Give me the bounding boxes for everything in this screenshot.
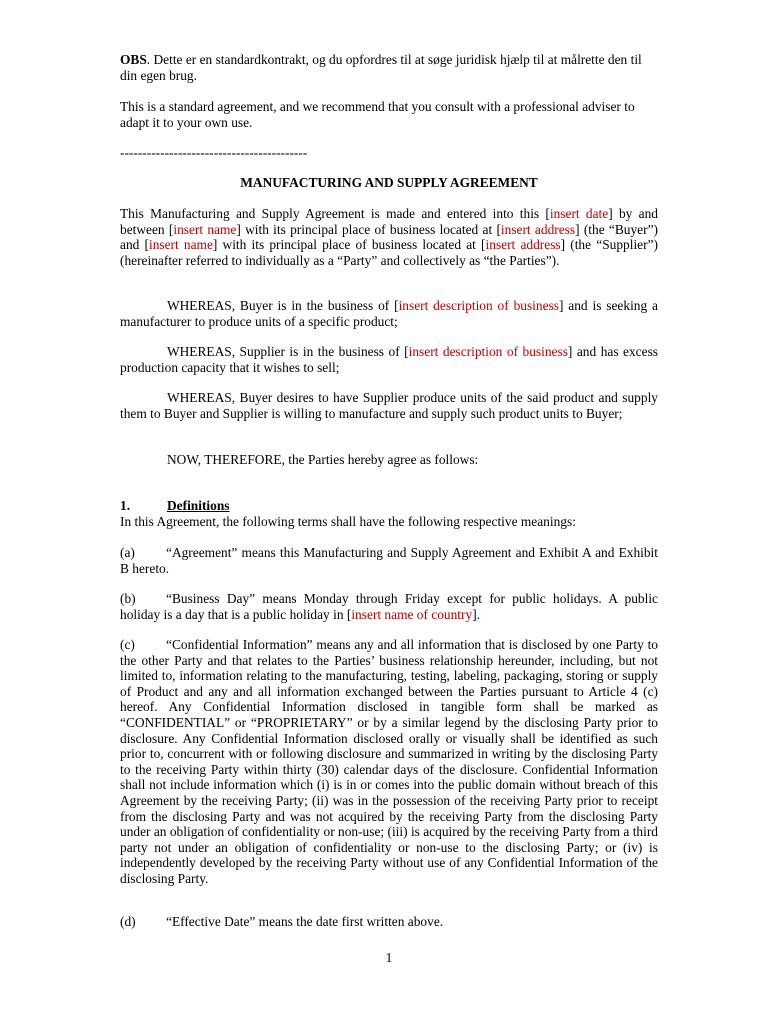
section-1-lead: In this Agreement, the following terms shall have the following respective meanings: bbox=[120, 514, 576, 529]
placeholder-supplier-name: insert name bbox=[148, 237, 213, 253]
obs-text: . Dette er en standardkontrakt, og du opfordres til at søge juridisk hjælp til at målrette den til din egen brug. bbox=[120, 52, 642, 83]
page-number: 1 bbox=[385, 950, 393, 965]
definition-c: (c) “Confidential Information” means any and all information that is disclosed by one Party to the other Party and that relates to the Parties’ business relationship hereunder, including, but not limited to, information relating to the manufacturing, testing, labeling, packaging, storing or supply of Product and any and all information exchanged between the Parties pursuant to Article 4 (c) hereof. Any Confidential Information disclosed in tangible form shall be marked as “CONFIDENTIAL” or “PROPRIETARY” or by a similar legend by the disclosing Party prior to disclosure. Any Confidential Information disclosed orally or visually shall be identified as such prior to, concurrent with or following disclosure and summarized in writing by the disclosing Party to the receiving Party within thirty (30) calendar days of the disclosure. Confidential Information shall not include information which (i) is in or comes into the public domain without breach of this Agreement by the receiving Party; (ii) was in the possession of the receiving Party prior to receipt from the disclosing Party and was not acquired by the receiving Party from the disclosing Party under an obligation of confidentiality or non-use; (iii) is acquired by the receiving Party from a third party not under an obligation of confidentiality or non-use to the disclosing Party; or (iv) is independently developed by the receiving Party without use of any Confidential Information of the disclosing Party. bbox=[120, 637, 658, 886]
whereas-supplier: WHEREAS, Supplier is in the business of [insert description of business] and has excess production capacity that it wishes to sell; bbox=[120, 344, 658, 375]
divider-line: ------------------------------------------ bbox=[120, 145, 308, 160]
obs-notice-danish bbox=[120, 52, 658, 83]
definition-d: (d) “Effective Date” means the date first written above. bbox=[120, 914, 444, 929]
agreement-title: MANUFACTURING AND SUPPLY AGREEMENT bbox=[240, 175, 538, 190]
placeholder-supplier-address: insert address bbox=[485, 237, 561, 253]
now-therefore: NOW, THEREFORE, the Parties hereby agree as follows: bbox=[167, 452, 479, 467]
section-number: 1. bbox=[120, 498, 131, 513]
placeholder-country: insert name of country bbox=[351, 606, 473, 622]
placeholder-buyer-name: insert name bbox=[173, 221, 237, 237]
obs-notice-english bbox=[120, 99, 658, 130]
section-1-heading bbox=[120, 498, 658, 514]
placeholder-date: insert date bbox=[549, 206, 609, 221]
definition-a: (a) “Agreement” means this Manufacturing and Supply Agreement and Exhibit A and Exhibit B hereto. bbox=[120, 545, 658, 576]
section-title: Definitions bbox=[167, 498, 230, 513]
definition-b: (b) “Business Day” means Monday through Friday except for public holidays. A public holiday is a day that is a public holiday in [insert name of country]. bbox=[120, 591, 658, 622]
placeholder-buyer-address: insert address bbox=[500, 221, 576, 237]
placeholder-buyer-business: insert description of business bbox=[398, 298, 559, 313]
intro-paragraph: This Manufacturing and Supply Agreement is made and entered into this [insert date] by and between [insert name] with its principal place of business located at [insert address] (the “Buyer”) and [insert name] with its principal place of business located at [insert address] (the “Supplier”) (hereinafter referred to individually as a “Party” and collectively as “the Parties”). bbox=[120, 206, 658, 268]
whereas-buyer: WHEREAS, Buyer is in the business of [insert description of business] and is seeking a manufacturer to produce units of a specific product; bbox=[120, 298, 658, 329]
obs-label: OBS bbox=[120, 52, 147, 67]
english-notice-text: This is a standard agreement, and we recommend that you consult with a professional adviser to adapt it to your own use. bbox=[120, 99, 635, 130]
whereas-desire: WHEREAS, Buyer desires to have Supplier produce units of the said product and supply them to Buyer and Supplier is willing to manufacture and supply such product units to Buyer; bbox=[120, 390, 658, 421]
placeholder-supplier-business: insert description of business bbox=[408, 344, 568, 359]
